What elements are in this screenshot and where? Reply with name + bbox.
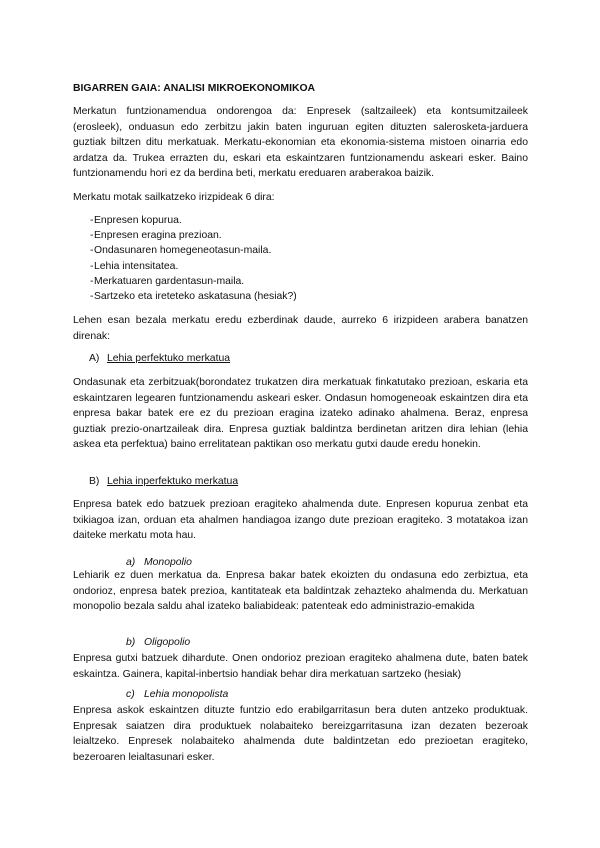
- subsection-c-heading: [73, 688, 528, 702]
- subsection-c-text: Enpresa askok eskaintzen dituzte funtzio edo erabilgarritasun bera duten antzeko produktuak. Enpresak saiatzen dira produktuek nolabaiteko bereizgarritasuna izan dezaten bezeroak leialtzeko. Enpresek nolabaiteko ahalmenda dute baldintzetan edo prezioetan eragiteko, bezeroaren leialtasunari esker.: [73, 705, 528, 763]
- subsection-a-paragraph: [73, 568, 528, 615]
- list-item: - Enpresen eragina prezioan.: [73, 228, 528, 243]
- list-item: - Sartzeko eta ireteteko askatasuna (hesiak?): [73, 289, 528, 304]
- subsection-b-text: Enpresa gutxi batzuek dihardute. Onen ondorioz prezioan eragiteko ahalmena dute, baten batek eskaintza. Gainera, kapital-inbertsio handiak behar dira merkatuan sartzeko (hesiak): [73, 653, 528, 680]
- section-b-title: Lehia inperfektuko merkatua: [107, 476, 239, 487]
- list-item: - Ondasunaren homegeneotasun-maila.: [73, 243, 528, 258]
- section-a-text: Ondasunak eta zerbitzuak(borondatez trukatzen dira merkatuak finkatutako prezioan, eskaria eta eskaintzaren legearen funtzionamendu askeari esker. Ondasun homogeneoak eskaintzen dira eta enpresa bakar batek ere ez du prezioan eragina izateko adinako ahalmena. Beraz, enpresa guztiak prezio-onartzaileak dira. Enpresa guztiak baldintza berdinetan aritzen dira lehian (lehia askea eta perfektua) baino errelitatean paktikan oso merkatu gutxi daude eredu honekin.: [73, 377, 528, 450]
- section-b-heading: [73, 475, 528, 489]
- section-a-heading: [73, 352, 528, 366]
- intro-paragraph: [73, 104, 528, 182]
- criteria-list: [73, 213, 528, 304]
- section-b-text: Enpresa batek edo batzuek prezioan eragiteko ahalmenda dute. Enpresen kopurua zenbat eta txikiagoa izan, orduan eta ahalmen handiagoa izango dute prezioan eragiteko. 3 motatakoa izan daiteke merkatu mota hau.: [73, 499, 528, 541]
- subsection-b-title: Oligopolio: [144, 637, 191, 648]
- subsection-b-heading: [73, 636, 528, 650]
- intro-text: Merkatun funtzionamendua ondorengoa da: Enpresek (saltzaileek) eta kontsumitzaileek (erosleek), onduasun edo zerbitzu jakin baten inguruan egiten dituzten salerosketa-jarduera guztiak biltzen ditu merkatuak. Merkatu-ekonomian eta ekonomia-sistema mistoen oinarria edo ardatza da. Trukea errazten du, eskari eta eskaintzaren funtzionamendu askeari esker. Baino funtzionamendu hori ez da berdina beti, merkatu ereduaren araberakoa baizik.: [73, 106, 528, 179]
- list-item: - Enpresen kopurua.: [73, 213, 528, 228]
- section-a-marker: A): [89, 353, 100, 364]
- subsection-c-marker: c): [126, 689, 135, 700]
- subsection-a-title: Monopolio: [144, 557, 192, 568]
- criteria-intro: Merkatu motak sailkatzeko irizpideak 6 dira:: [73, 192, 275, 203]
- document-title: BIGARREN GAIA: ANALISI MIKROEKONOMIKOA: [73, 83, 316, 94]
- subsection-c-title: Lehia monopolista: [144, 689, 229, 700]
- criteria-intro-block: [73, 190, 528, 206]
- subsection-b-marker: b): [126, 637, 136, 648]
- section-b-marker: B): [89, 476, 100, 487]
- subsection-a-text: Lehiarik ez duen merkatua da. Enpresa bakar batek ekoizten du ondasuna edo zerbiztua, eta ondorioz, enpresa batek prezioa, kantitateak eta baldintzak zehazteko ahalmenda du. Merkatuan monopolio bezala saldu ahal izateko baliabideak: patenteak edo administrazio-emakida: [73, 570, 528, 612]
- criteria-outro: Lehen esan bezala merkatu eredu ezberdinak daude, aurreko 6 irizpideen arabera banatzen direnak:: [73, 315, 528, 342]
- criteria-outro-block: [73, 313, 528, 344]
- subsection-a-marker: a): [126, 557, 136, 568]
- section-b-paragraph: [73, 497, 528, 544]
- section-a-paragraph: [73, 375, 528, 453]
- subsection-b-paragraph: [73, 651, 528, 682]
- list-item: - Merkatuaren gardentasun-maila.: [73, 274, 528, 289]
- subsection-c-paragraph: [73, 703, 528, 765]
- list-item: - Lehia intensitatea.: [73, 259, 528, 274]
- section-a-title: Lehia perfektuko merkatua: [107, 353, 231, 364]
